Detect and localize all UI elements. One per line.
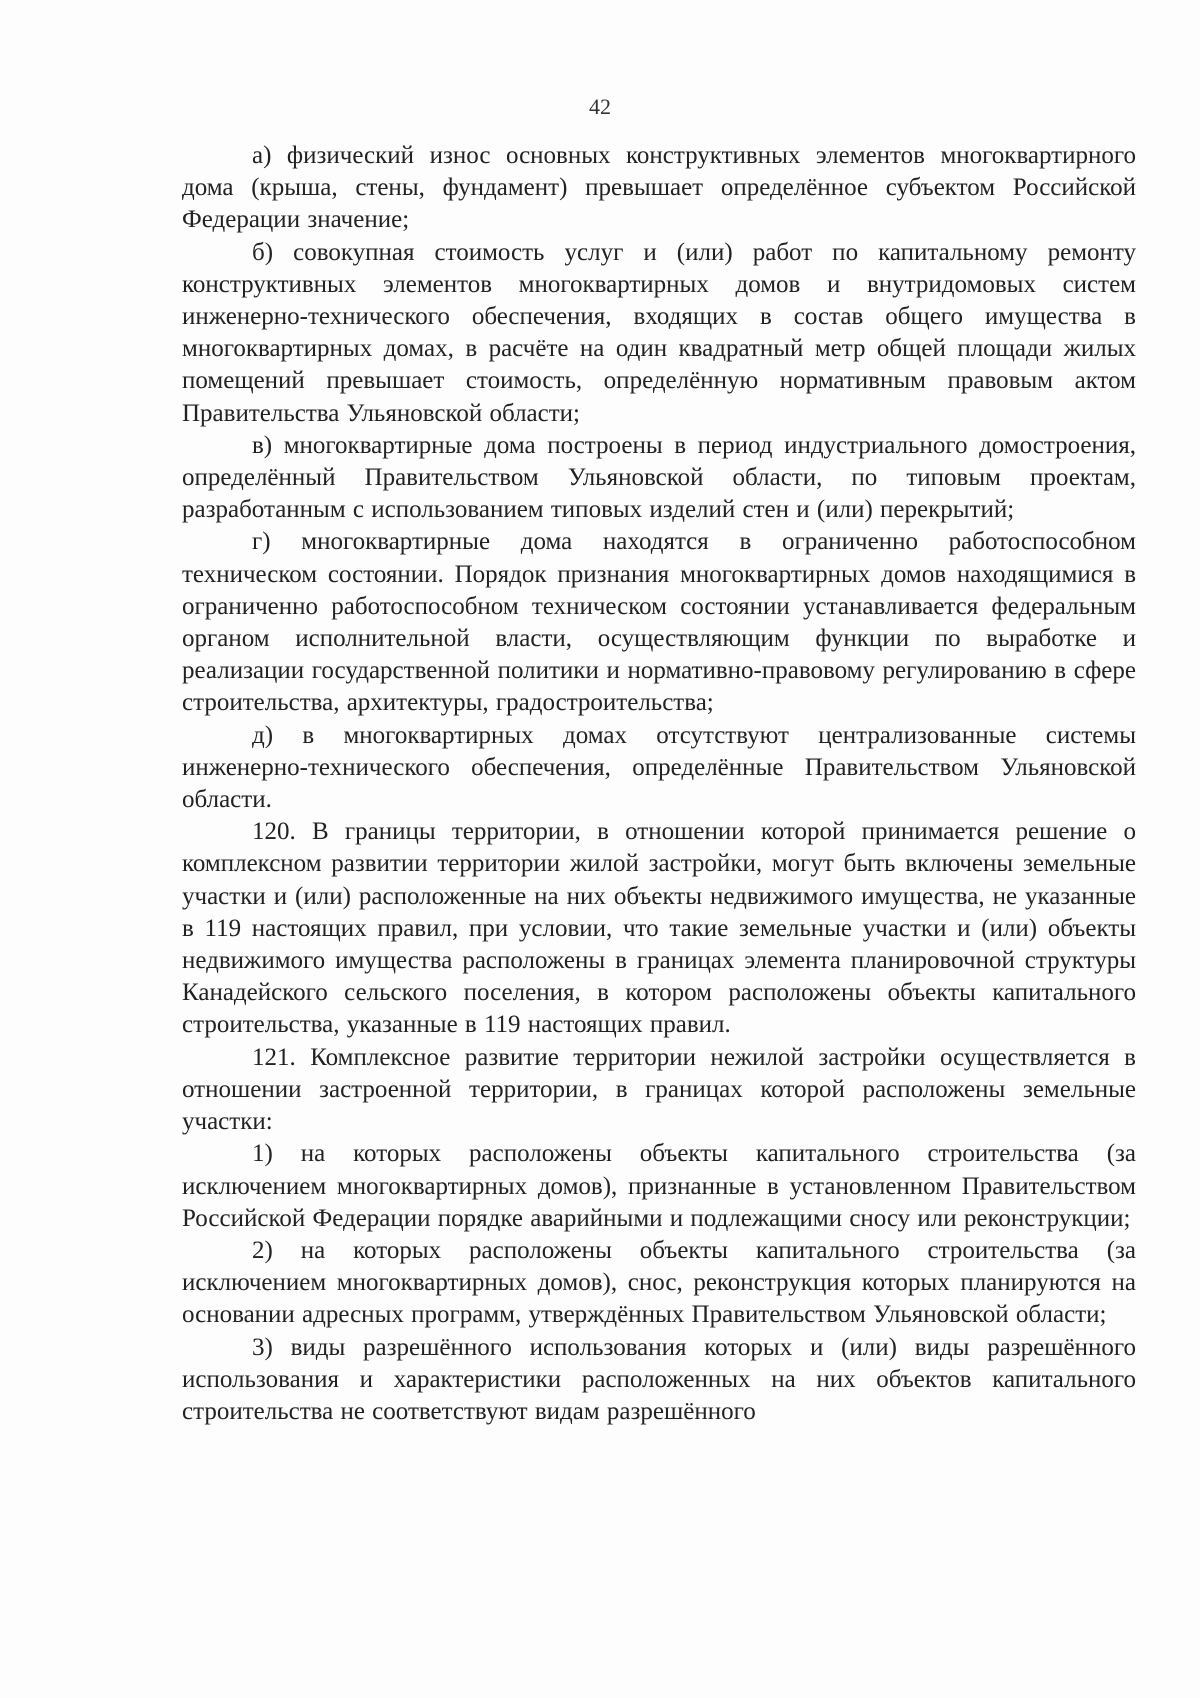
paragraph-sub-2: 2) на которых расположены объекты капитального строительства (за исключением многоквартирных домов), снос, реконструкция которых планируются на основании адресных программ, утверждённых Правительством Ульяновской области; xyxy=(182,1236,1136,1329)
paragraph-item-b: б) совокупная стоимость услуг и (или) работ по капитальному ремонту конструктивных элементов многоквартирных домов и внутридомовых систем инженерно-технического обеспечения, входящих в состав общего имущества в многоквартирных домах, в расчёте на один квадратный метр общей площади жилых помещений превышает стоимость, определённую нормативным правовым актом Правительства Ульяновской области; xyxy=(182,238,1136,427)
paragraph-clause-120: 120. В границы территории, в отношении которой принимается решение о комплексном развитии территории жилой застройки, могут быть включены земельные участки и (или) расположенные на них объекты недвижимого имущества, не указанные в 119 настоящих правил, при условии, что такие земельные участки и (или) объекты недвижимого имущества расположены в границах элемента планировочной структуры Канадейского сельского поселения, в котором расположены объекты капитального строительства, указанные в 119 настоящих правил. xyxy=(182,818,1136,1039)
page-number: 42 xyxy=(589,94,611,119)
paragraph-sub-3: 3) виды разрешённого использования которых и (или) виды разрешённого использования и характеристики расположенных на них объектов капитального строительства не соответствуют видам разрешённого xyxy=(182,1333,1136,1425)
document-body xyxy=(182,140,1136,1428)
paragraph-item-v: в) многоквартирные дома построены в период индустриального домостроения, определённый Правительством Ульяновской области, по типовым проектам, разработанным с использованием типовых изделий стен и (или) перекрытий; xyxy=(182,431,1136,524)
paragraph-item-g: г) многоквартирные дома находятся в ограниченно работоспособном техническом состоянии. Порядок признания многоквартирных домов находящимися в ограниченно работоспособном техническом состоянии устанавливается федеральным органом исполнительной власти, осуществляющим функции по выработке и реализации государственной политики и нормативно-правовому регулированию в сфере строительства, архитектуры, градостроительства; xyxy=(182,528,1136,717)
paragraph-sub-1: 1) на которых расположены объекты капитального строительства (за исключением многоквартирных домов), признанные в установленном Правительством Российской Федерации порядке аварийными и подлежащими сносу или реконструкции; xyxy=(182,1140,1136,1232)
paragraph-clause-121: 121. Комплексное развитие территории нежилой застройки осуществляется в отношении застроенной территории, в границах которой расположены земельные участки: xyxy=(182,1043,1136,1136)
paragraph-item-d: д) в многоквартирных домах отсутствуют централизованные системы инженерно-технического обеспечения, определённые Правительством Ульяновской области. xyxy=(182,721,1136,814)
paragraph-item-a: а) физический износ основных конструктивных элементов многоквартирного дома (крыша, стены, фундамент) превышает определённое субъектом Российской Федерации значение; xyxy=(182,142,1136,234)
